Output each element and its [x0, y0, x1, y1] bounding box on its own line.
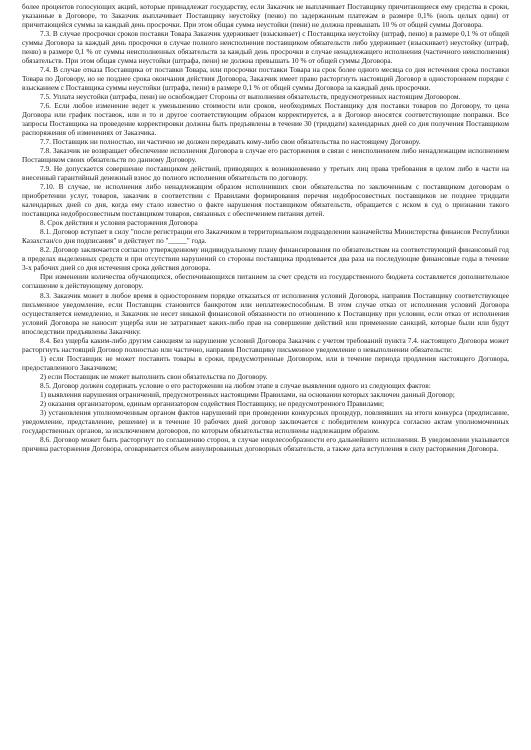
paragraph-8-1: 8.1. Договор вступает в силу "после регистрации его Заказчиком в территориальном подразделении казначейства Министерства финансов Республики Казахстан/со дня подписания" и действует по "_____" года.	[22, 227, 509, 246]
paragraph-7-4: 7.4. В случае отказа Поставщика от поставки Товара, или просрочки поставки Товара на срок более одного месяца со дня истечения срока поставки Товара по Договору, но не позднее срока окончания действия Договора, Заказчик имеет право расторгнуть настоящий Договор в одностороннем порядке с взысканием с Поставщика суммы неустойки (штрафа, пени) в размере 0,1 % от общей суммы Договора за каждый день просрочки.	[22, 65, 509, 93]
paragraph-8-3: 8.3. Заказчик может в любое время в одностороннем порядке отказаться от исполнения условий Договора, направив Поставщику соответствующее письменное уведомление, если Поставщик становится банкротом или неплатежеспособным. В этом случае отказ от исполнения условий Договора осуществляется немедленно, и Заказчик не несет никакой финансовой обязанности по отношению к Поставщику при условии, если отказ от исполнения условий Договора не наносит ущерба или не затрагивает каких-либо прав на совершение действий или применение санкций, которые были или будут впоследствии предъявлены Заказчику.	[22, 290, 509, 336]
paragraph-8-5-item-3: 3) установления уполномоченным органом фактов нарушений при проведении конкурсных процедур, повлиявших на итоги конкурса (предписание, уведомление, представление, решение) и в течение 10 рабочих дней договор заключается с победителем конкурса согласно актам уполномоченных государственных органов, за исключением договоров, по которым обязательства исполнены надлежащим образом.	[22, 407, 509, 435]
paragraph-8-6: 8.6. Договор может быть расторгнут по соглашению сторон, в случае нецелесообразности его дальнейшего исполнения. В уведомлении указывается причина расторжения Договора, оговаривается объем аннулированных договорных обязательств, а также дата вступления в силу расторжения Договора.	[22, 434, 509, 453]
paragraph-7-2-continued: более процентов голосующих акций, которые принадлежат государству, если Заказчик не выплачивает Поставщику причитающиеся ему средства в сроки, указанные в Договоре, то Заказчик выплачивает Поставщику неустойку (пеню) по задержанным платежам в размере 0,1% (ноль целых один) от причитающейся суммы за каждый день просрочки. При этом общая сумма неустойки (пени) не должна превышать 10 % от общей суммы Договора.	[22, 2, 509, 30]
paragraph-8-4: 8.4. Без ущерба каким-либо другим санкциям за нарушение условий Договора Заказчик с учетом требований пункта 7.4. настоящего Договора может расторгнуть настоящий Договор полностью или частично, направив Поставщику письменное уведомление о невыполнении обязательств:	[22, 335, 509, 354]
paragraph-8-4-item-2: 2) если Поставщик не может выполнить свои обязательства по Договору.	[40, 371, 268, 381]
paragraph-7-3: 7.3. В случае просрочки сроков поставки Товара Заказчик удерживает (взыскивает) с Поставщика неустойку (штраф, пеню) в размере 0,1 % от общей суммы Договора за каждый день просрочки в случае полного неисполнения поставщиком обязательств либо удерживает (взыскивает) неустойку (штраф, пеню) в размере 0,1 % от суммы неисполненных обязательств за каждый день просрочки в случае ненадлежащего исполнения (частичного неисполнения) обязательств. При этом общая сумма неустойки (штрафа, пени) не должна превышать 10 % от общей суммы Договора.	[22, 29, 509, 66]
paragraph-7-6: 7.6. Если любое изменение ведет к уменьшению стоимости или сроков, необходимых Поставщику для поставки товаров по Договору, то цена Договора или график поставок, или и то и другое соответствующим образом корректируется, а в Договор вносятся соответствующие поправки. Все запросы Поставщика на проведение корректировки должны быть предъявлены в течение 30 (тридцати) календарных дней со дня получения Поставщиком распоряжения об изменениях от Заказчика.	[22, 101, 509, 138]
paragraph-7-8: 7.8. Заказчик не возвращает обеспечение исполнения Договора в случае его расторжения в связи с неисполнением либо ненадлежащим исполнением Поставщиком своих обязательств по данному Договору.	[22, 146, 509, 165]
paragraph-7-9: 7.9. Не допускается совершение поставщиком действий, приводящих к возникновению у третьих лиц права требования в целом либо в части на внесенный гарантийный денежный взнос до полного исполнения обязательств по договору.	[22, 164, 509, 183]
paragraph-8-5-item-2: 2) оказания организатором, единым организатором содействия Поставщику, не предусмотренного Правилами;	[40, 398, 384, 408]
paragraph-8-4-item-1: 1) если Поставщик не может поставить товары в сроки, предусмотренные Договором, или в течение периода продления настоящего Договора, предоставленного Заказчиком;	[22, 353, 509, 372]
paragraph-8-5: 8.5. Договор должен содержать условие о его расторжении на любом этапе в случае выявления одного из следующих фактов:	[40, 380, 431, 390]
paragraph-8-2: 8.2. Договор заключается согласно утвержденному индивидуальному плану финансирования по обязательствам на соответствующий финансовый год в пределах выделенных средств и при отсутствии нарушений со стороны поставщика продлевается два раза на последующие финансовые годы в течение 3-х рабочих дней со дня истечения срока действия договора.	[22, 245, 509, 273]
paragraph-8-5-item-1: 1) выявления нарушения ограничений, предусмотренных настоящими Правилами, на основании которых заключен данный Договор;	[40, 389, 455, 399]
paragraph-7-10: 7.10. В случае, не исполнения либо ненадлежащим образом исполнивших свои обязательства по заключенным с поставщиком договорам о приобретении услуг, товаров, заказчик в соответствии с Правилами формирования перечня недобросовестных поставщиков не позднее тридцати календарных дней со дня, когда ему стало известно о факте нарушения поставщиком обязательств, обращается с иском в суд о признании такого поставщика недобросовестным поставщиком товаров, связанных с обеспечением питания детей.	[22, 182, 509, 219]
section-8-heading: 8. Срок действия и условия расторжения Договора	[40, 218, 198, 228]
paragraph-7-7: 7.7. Поставщик ни полностью, ни частично не должен передавать кому-либо свои обязательства по настоящему Договору.	[40, 137, 421, 147]
paragraph-8-2-note: При изменении количества обучающихся, обеспечивающихся питанием за счет средств из государственного бюджета составляется дополнительное соглашение к действующему договору.	[22, 272, 509, 291]
paragraph-7-5: 7.5. Уплата неустойки (штрафа, пени) не освобождает Стороны от выполнения обязательств, предусмотренных настоящим Договором.	[40, 92, 461, 102]
